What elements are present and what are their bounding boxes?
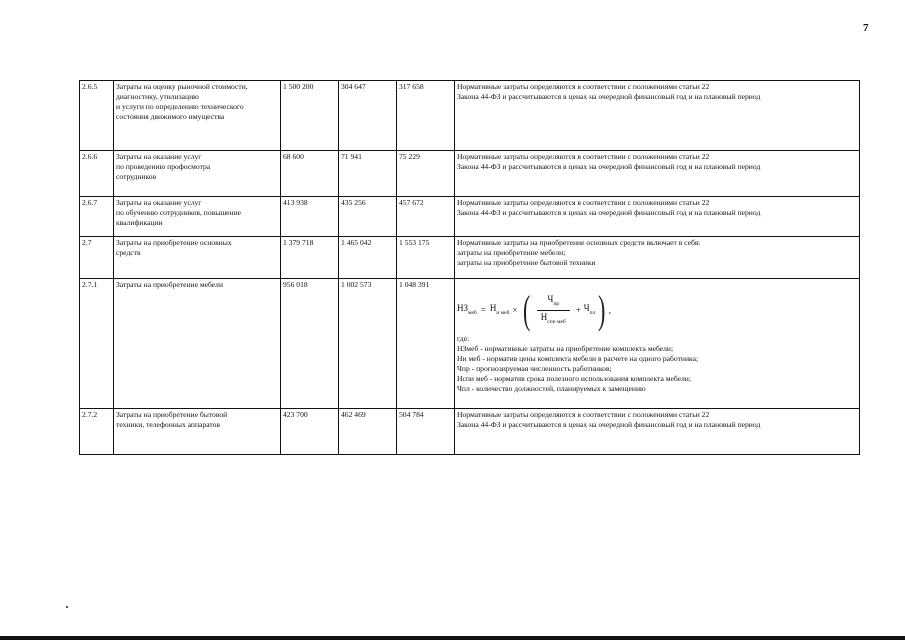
row-note-line: Закона 44-ФЗ и рассчитываются в ценах на очередной финансовый год и на плановый период [457,420,761,429]
left-paren-icon: ( [523,287,531,332]
row-name-line: Затраты на приобретение бытовой [116,410,228,419]
formula-symbol: Ч [547,293,554,304]
row-note-line: Нормативные затраты определяются в соответствии с положениями статьи 22 [457,152,710,161]
table-row [80,279,860,409]
formula-plus: + [575,305,581,315]
row-value-1: 1 500 200 [281,81,339,151]
formula-equals: = [480,305,486,315]
formula-symbol: Н [540,311,548,322]
budget-table [79,80,860,455]
row-code: 2.6.7 [80,197,114,237]
row-name-line: средств [116,248,141,257]
row-name-line: Затраты на оказание услуг [116,198,202,207]
row-note-line: Закона 44-ФЗ и рассчитываются в ценах на очередной финансовый год и на плановый период [457,92,761,101]
row-note-line: Чпл - количество должностей, планируемых к замещению [457,384,646,393]
furniture-cost-formula [457,288,857,332]
row-note-line: Закона 44-ФЗ и рассчитываются в ценах на очередной финансовый год и на плановый период [457,162,761,171]
formula-tail: , [608,305,611,315]
row-name [114,237,281,279]
formula-subscript: пр [553,300,560,307]
row-name-line: диагностику, утилизацию [116,92,199,101]
row-code: 2.7.2 [80,409,114,455]
formula-times: × [512,305,518,315]
row-note-line: затраты на приобретение мебели; [457,248,566,257]
formula-subscript: пл [589,309,596,316]
row-name [114,81,281,151]
row-name-line: Затраты на оказание услуг [116,152,202,161]
row-value-3: 504 784 [397,409,455,455]
row-code: 2.7.1 [80,279,114,409]
row-value-2: 435 256 [339,197,397,237]
row-name [114,279,281,409]
row-code: 2.6.6 [80,151,114,197]
formula-symbol: Ч [583,302,590,313]
row-value-3: 75 229 [397,151,455,197]
row-name-line: по обучению сотрудников, повышение [116,208,242,217]
row-note-line: Нормативные затраты определяются в соответствии с положениями статьи 22 [457,410,710,419]
formula-subscript: и меб [496,309,510,316]
row-note-line: Нспи меб - норматив срока полезного использования комплекта мебели; [457,374,691,383]
formula-symbol: НЗ [457,302,469,313]
table-row [80,197,860,237]
row-name-line: по проведению профосмотра [116,162,211,171]
row-value-1: 413 938 [281,197,339,237]
row-name-line: Затраты на приобретение основных [116,238,232,247]
row-value-3: 457 672 [397,197,455,237]
row-value-3: 1 048 391 [397,279,455,409]
row-value-1: 68 600 [281,151,339,197]
formula-subscript: спи меб [547,318,566,325]
row-note [455,237,860,279]
row-name-line: сотрудников [116,172,157,181]
row-name-line: квалификации [116,218,163,227]
row-name-line: техники, телефонных аппаратов [116,420,220,429]
row-value-1: 1 379 718 [281,237,339,279]
table-row [80,81,860,151]
row-name [114,151,281,197]
table-row [80,151,860,197]
row-note-line: Нормативные затраты определяются в соответствии с положениями статьи 22 [457,198,710,207]
row-code: 2.7 [80,237,114,279]
row-note [455,409,860,455]
row-value-2: 1 465 042 [339,237,397,279]
row-note [455,197,860,237]
row-note [455,81,860,151]
row-name [114,197,281,237]
row-note-line: Нормативные затраты на приобретение основных средств включает в себя: [457,238,701,247]
formula-fraction [537,294,570,327]
row-note-line: Закона 44-ФЗ и рассчитываются в ценах на очередной финансовый год и на плановый период [457,208,761,217]
right-paren-icon: ) [598,287,606,332]
row-value-3: 1 553 175 [397,237,455,279]
formula-positions [584,303,596,318]
row-note-line: НЗмеб - нормативные затраты на приобретение комплекта мебели; [457,344,674,353]
formula-symbol: Н [489,302,497,313]
row-value-2: 71 941 [339,151,397,197]
row-note-line: где: [457,334,470,343]
formula-subscript: меб [468,309,477,316]
row-note [455,279,860,409]
row-value-2: 304 647 [339,81,397,151]
row-value-2: 462 469 [339,409,397,455]
row-value-1: 423 700 [281,409,339,455]
row-value-2: 1 002 573 [339,279,397,409]
row-name-line: Затраты на приобретение мебели [116,280,224,289]
formula-lhs [457,303,477,318]
scan-edge [0,636,905,640]
fraction-denominator [537,310,570,327]
row-name-line: Затраты на оценку рыночной стоимости, [116,82,248,91]
row-name-line: и услуги по определению технического [116,102,244,111]
formula-price [490,303,510,318]
row-code: 2.6.5 [80,81,114,151]
fraction-numerator [543,294,563,310]
row-note-line: Ни меб - норматив цены комплекта мебели в расчете на одного работника; [457,354,699,363]
row-name-line: состояния движимого имущества [116,112,225,121]
row-value-1: 956 018 [281,279,339,409]
table-row [80,409,860,455]
row-note [455,151,860,197]
row-note-line: затраты на приобретение бытовой техники [457,258,596,267]
row-name [114,409,281,455]
table-row [80,237,860,279]
row-note-line: Чпр - прогнозируемая численность работников; [457,364,612,373]
row-value-3: 317 658 [397,81,455,151]
scan-speck [66,606,68,608]
row-note-line: Нормативные затраты определяются в соответствии с положениями статьи 22 [457,82,710,91]
page-mark: 7 [863,22,869,34]
